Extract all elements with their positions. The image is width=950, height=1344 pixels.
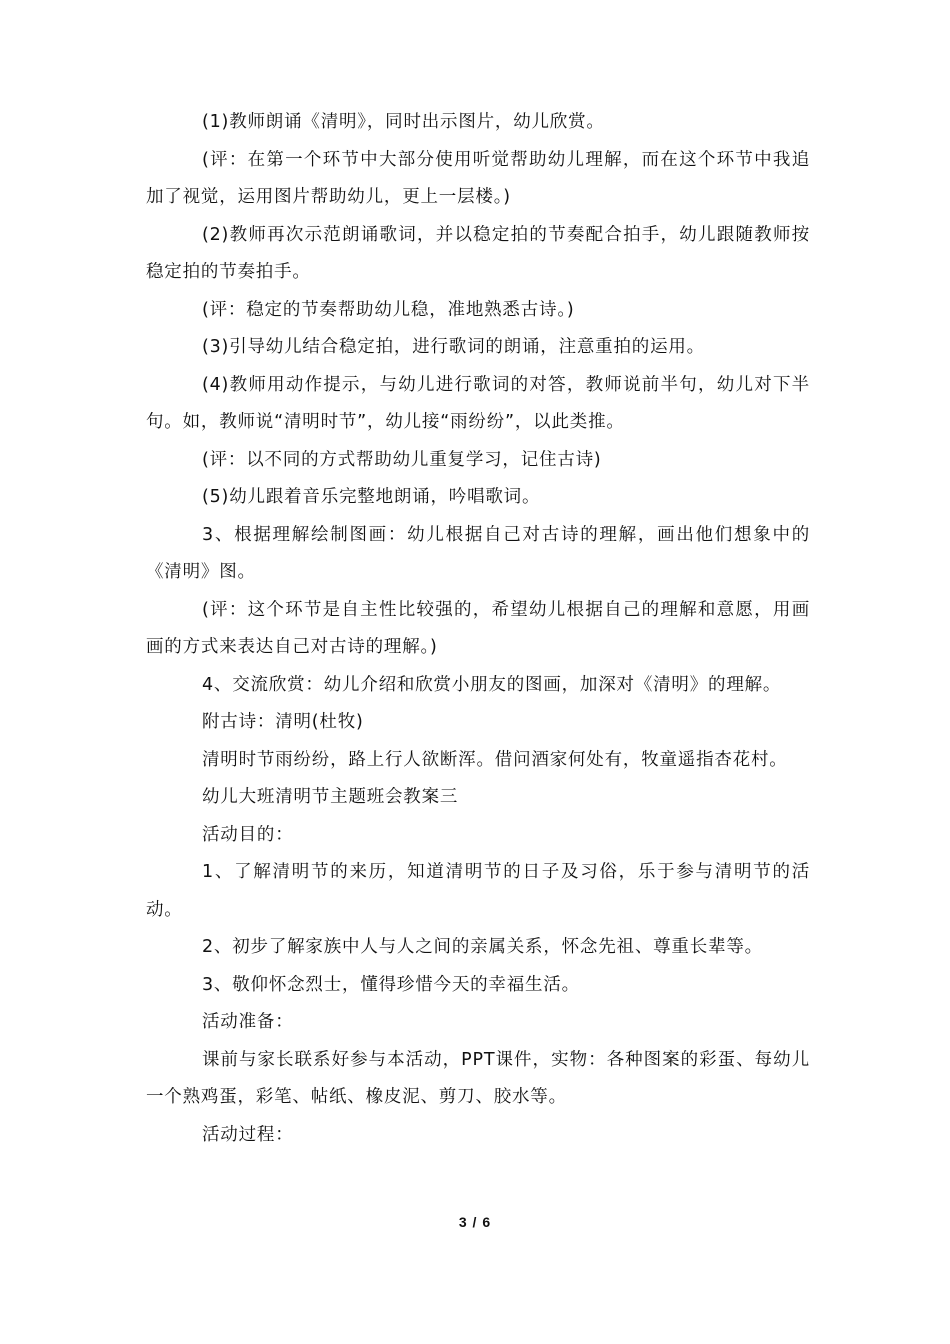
paragraph: (2)教师再次示范朗诵歌词，并以稳定拍的节奏配合拍手，幼儿跟随教师按稳定拍的节奏拍手。 (146, 224, 810, 282)
paragraph: (评：稳定的节奏帮助幼儿稳，准地熟悉古诗。) (202, 299, 575, 320)
paragraph: 4、交流欣赏：幼儿介绍和欣赏小朋友的图画，加深对《清明》的理解。 (202, 674, 782, 695)
paragraph: (评：以不同的方式帮助幼儿重复学习，记住古诗) (202, 449, 602, 470)
document-body (146, 104, 810, 1154)
paragraph: (5)幼儿跟着音乐完整地朗诵，吟唱歌词。 (202, 487, 541, 507)
paragraph: 课前与家长联系好参与本活动，PPT课件，实物：各种图案的彩蛋、每幼儿一个熟鸡蛋，彩笔、帖纸、橡皮泥、剪刀、胶水等。 (146, 1049, 810, 1107)
paragraph: 3、根据理解绘制图画：幼儿根据自己对古诗的理解，画出他们想象中的《清明》图。 (146, 524, 810, 582)
paragraph: (3)引导幼儿结合稳定拍，进行歌词的朗诵，注意重拍的运用。 (202, 337, 705, 357)
section-label: 活动过程： (202, 1124, 294, 1145)
section-heading: 幼儿大班清明节主题班会教案三 (202, 787, 459, 807)
section-label: 活动目的： (202, 824, 294, 845)
paragraph: (评：这个环节是自主性比较强的，希望幼儿根据自己的理解和意愿，用画画的方式来表达自己对古诗的理解。) (146, 599, 810, 657)
paragraph: 附古诗：清明(杜牧) (202, 712, 364, 732)
paragraph: 1、了解清明节的来历，知道清明节的日子及习俗，乐于参与清明节的活动。 (146, 862, 810, 920)
paragraph: (1)教师朗诵《清明》，同时出示图片，幼儿欣赏。 (202, 112, 605, 132)
paragraph: 清明时节雨纷纷，路上行人欲断浑。借问酒家何处有，牧童遥指杏花村。 (202, 749, 788, 770)
paragraph: (4)教师用动作提示，与幼儿进行歌词的对答，教师说前半句，幼儿对下半句。如，教师说“清明时节”，幼儿接“雨纷纷”，以此类推。 (146, 374, 810, 432)
paragraph: (评：在第一个环节中大部分使用听觉帮助幼儿理解，而在这个环节中我追加了视觉，运用图片帮助幼儿，更上一层楼。) (146, 149, 810, 207)
paragraph: 2、初步了解家族中人与人之间的亲属关系，怀念先祖、尊重长辈等。 (202, 937, 763, 957)
section-label: 活动准备： (202, 1012, 294, 1032)
page-number: 3 / 6 (458, 1214, 492, 1230)
paragraph: 3、敬仰怀念烈士，懂得珍惜今天的幸福生活。 (202, 974, 580, 995)
